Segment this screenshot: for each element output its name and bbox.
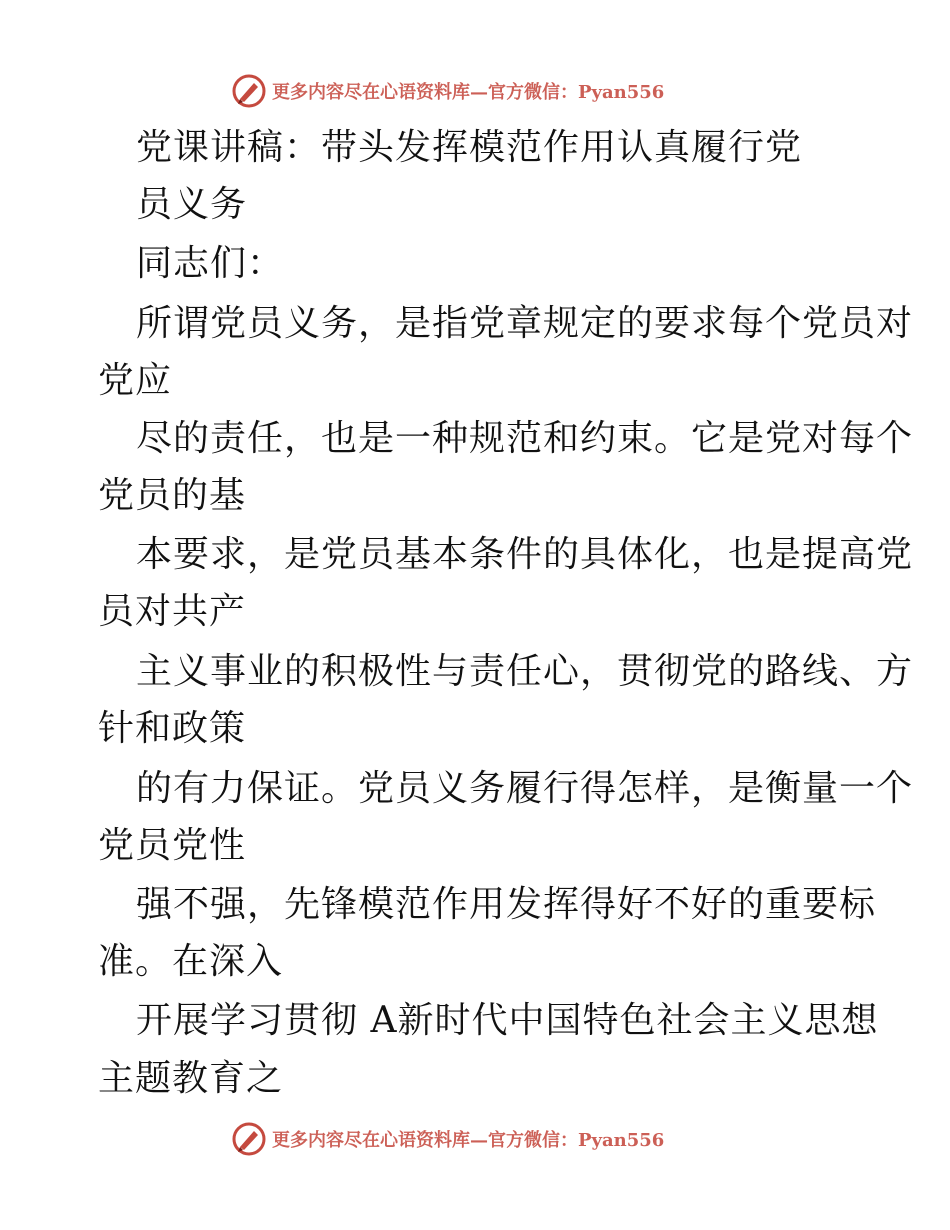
salutation: 同志们： [136, 243, 285, 284]
footer-watermark [232, 1119, 752, 1159]
pen-logo-icon [232, 1122, 266, 1156]
paragraph-line: 主题教育之 [98, 1058, 284, 1099]
paragraph-line: 针和政策 [98, 708, 247, 749]
paragraph-line: 本要求，是党员基本条件的具体化，也是提高党 [136, 534, 914, 575]
paragraph-line: 的有力保证。党员义务履行得怎样，是衡量一个 [136, 768, 914, 809]
watermark-text: 更多内容尽在心语资料库—官方微信：Pyan556 [272, 82, 665, 103]
paragraph-line: 准。在深入 [98, 941, 284, 982]
paragraph-line: 党员的基 [98, 475, 247, 516]
document-title-line-1: 党课讲稿：带头发挥模范作用认真履行党 [136, 127, 803, 168]
paragraph-line: 尽的责任，也是一种规范和约束。它是党对每个 [136, 418, 914, 459]
paragraph-line: 党应 [98, 360, 173, 401]
watermark-text: 更多内容尽在心语资料库—官方微信：Pyan556 [272, 1130, 665, 1151]
paragraph-line: 强不强，先锋模范作用发挥得好不好的重要标 [136, 884, 877, 925]
paragraph-line: 所谓党员义务，是指党章规定的要求每个党员对 [136, 303, 914, 344]
document-title-line-2: 员义务 [136, 184, 248, 225]
paragraph-line: 党员党性 [98, 825, 247, 866]
paragraph-line: 开展学习贯彻 A新时代中国特色社会主义思想 [136, 1000, 879, 1041]
paragraph-line: 员对共产 [98, 591, 247, 632]
paragraph-line: 主义事业的积极性与责任心，贯彻党的路线、方 [136, 651, 914, 692]
